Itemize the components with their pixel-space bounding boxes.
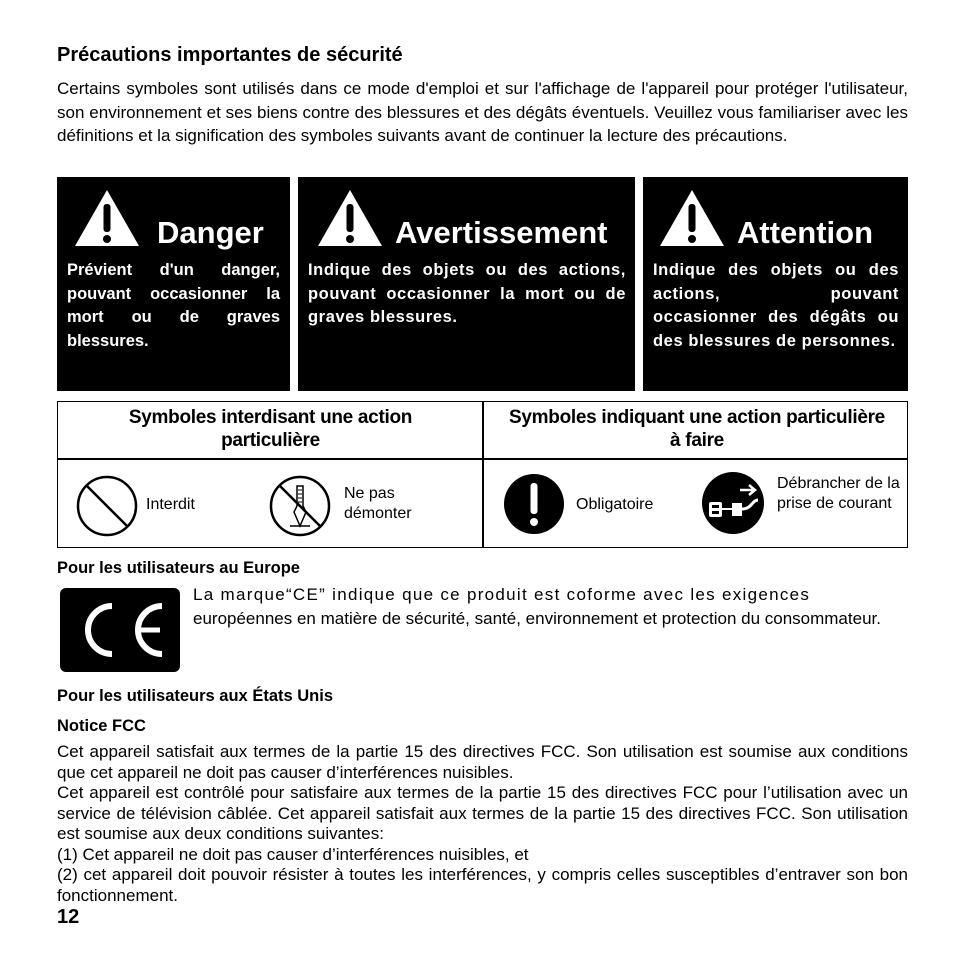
page-title: Précautions importantes de sécurité	[57, 44, 403, 66]
ce-description-rest: européennes en matière de sécurité, santé, environnement et protection du consommateur.	[193, 609, 881, 628]
avertissement-description: Indique des objets ou des actions, pouvant occasionner la mort ou de graves blessures.	[308, 261, 626, 326]
do-not-disassemble-icon	[268, 474, 332, 538]
table-column-divider	[482, 402, 484, 547]
avertissement-box	[298, 177, 635, 391]
warning-triangle-icon	[73, 188, 141, 248]
attention-heading: Attention	[737, 215, 874, 250]
table-header-mandatory: Symboles indiquant une action particulière à faire	[509, 407, 885, 451]
mandatory-icon	[502, 472, 566, 536]
fcc-paragraph: (1) Cet appareil ne doit pas causer d’interférences nuisibles, et	[57, 844, 529, 864]
symbol-label-obligatoire: Obligatoire	[576, 496, 654, 513]
symbol-label-ne-pas-demonter: Ne pas démonter	[344, 485, 412, 522]
table-row-divider	[58, 458, 907, 460]
intro-paragraph: Certains symboles sont utilisés dans ce mode d'emploi et sur l'affichage de l'appareil pour protéger l'utilisateur, son environnement et ses biens contre des blessures et des dégâts éventuels. Veuillez vous familiariser avec les définitions et la signification des symboles suivants avant de continuer la lecture des précautions.	[57, 79, 908, 145]
attention-description: Indique des objets ou des actions, pouvant occasionner des dégâts ou des blessures de personnes.	[653, 261, 899, 350]
symbols-table	[57, 401, 908, 548]
fcc-paragraph: Cet appareil est contrôlé pour satisfaire aux termes de la partie 15 des directives FCC pour l’utilisation avec un service de télévision câblée. Cet appareil satisfait aux termes de la partie 15 des directives FCC. Son utilisation est soumise aux deux conditions suivantes:	[57, 783, 908, 843]
danger-description: Prévient d'un danger, pouvant occasionner la mort ou de graves blessures.	[67, 261, 280, 350]
fcc-notice-heading: Notice FCC	[57, 717, 146, 735]
prohibited-icon	[75, 474, 139, 538]
fcc-notice-text	[57, 742, 908, 906]
table-header-prohibit: Symboles interdisant une action particulière	[128, 407, 413, 451]
usa-heading: Pour les utilisateurs aux États Unis	[57, 687, 334, 705]
warning-triangle-icon	[316, 188, 384, 248]
fcc-paragraph: Cet appareil satisfait aux termes de la partie 15 des directives FCC. Son utilisation est soumise aux conditions que cet appareil ne doit pas causer d’interférences nuisibles.	[57, 742, 908, 782]
page-number: 12	[57, 906, 80, 928]
symbol-label-interdit: Interdit	[146, 496, 195, 513]
symbol-label-debrancher: Débrancher de la prise de courant	[777, 475, 900, 512]
danger-box	[57, 177, 290, 391]
warning-triangle-icon	[658, 188, 726, 248]
europe-heading: Pour les utilisateurs au Europe	[57, 559, 300, 577]
ce-mark-icon	[60, 588, 180, 672]
attention-box	[643, 177, 908, 391]
ce-description-line1: La marque“CE” indique que ce produit est coforme avec les exigences	[193, 585, 811, 604]
fcc-paragraph: (2) cet appareil doit pouvoir résister à toutes les interférences, y compris celles susceptibles d’entraver son bon fonctionnement.	[57, 865, 908, 905]
ce-description	[193, 583, 908, 631]
danger-heading: Danger	[157, 215, 264, 250]
avertissement-heading: Avertissement	[395, 215, 608, 250]
unplug-icon	[700, 470, 766, 536]
